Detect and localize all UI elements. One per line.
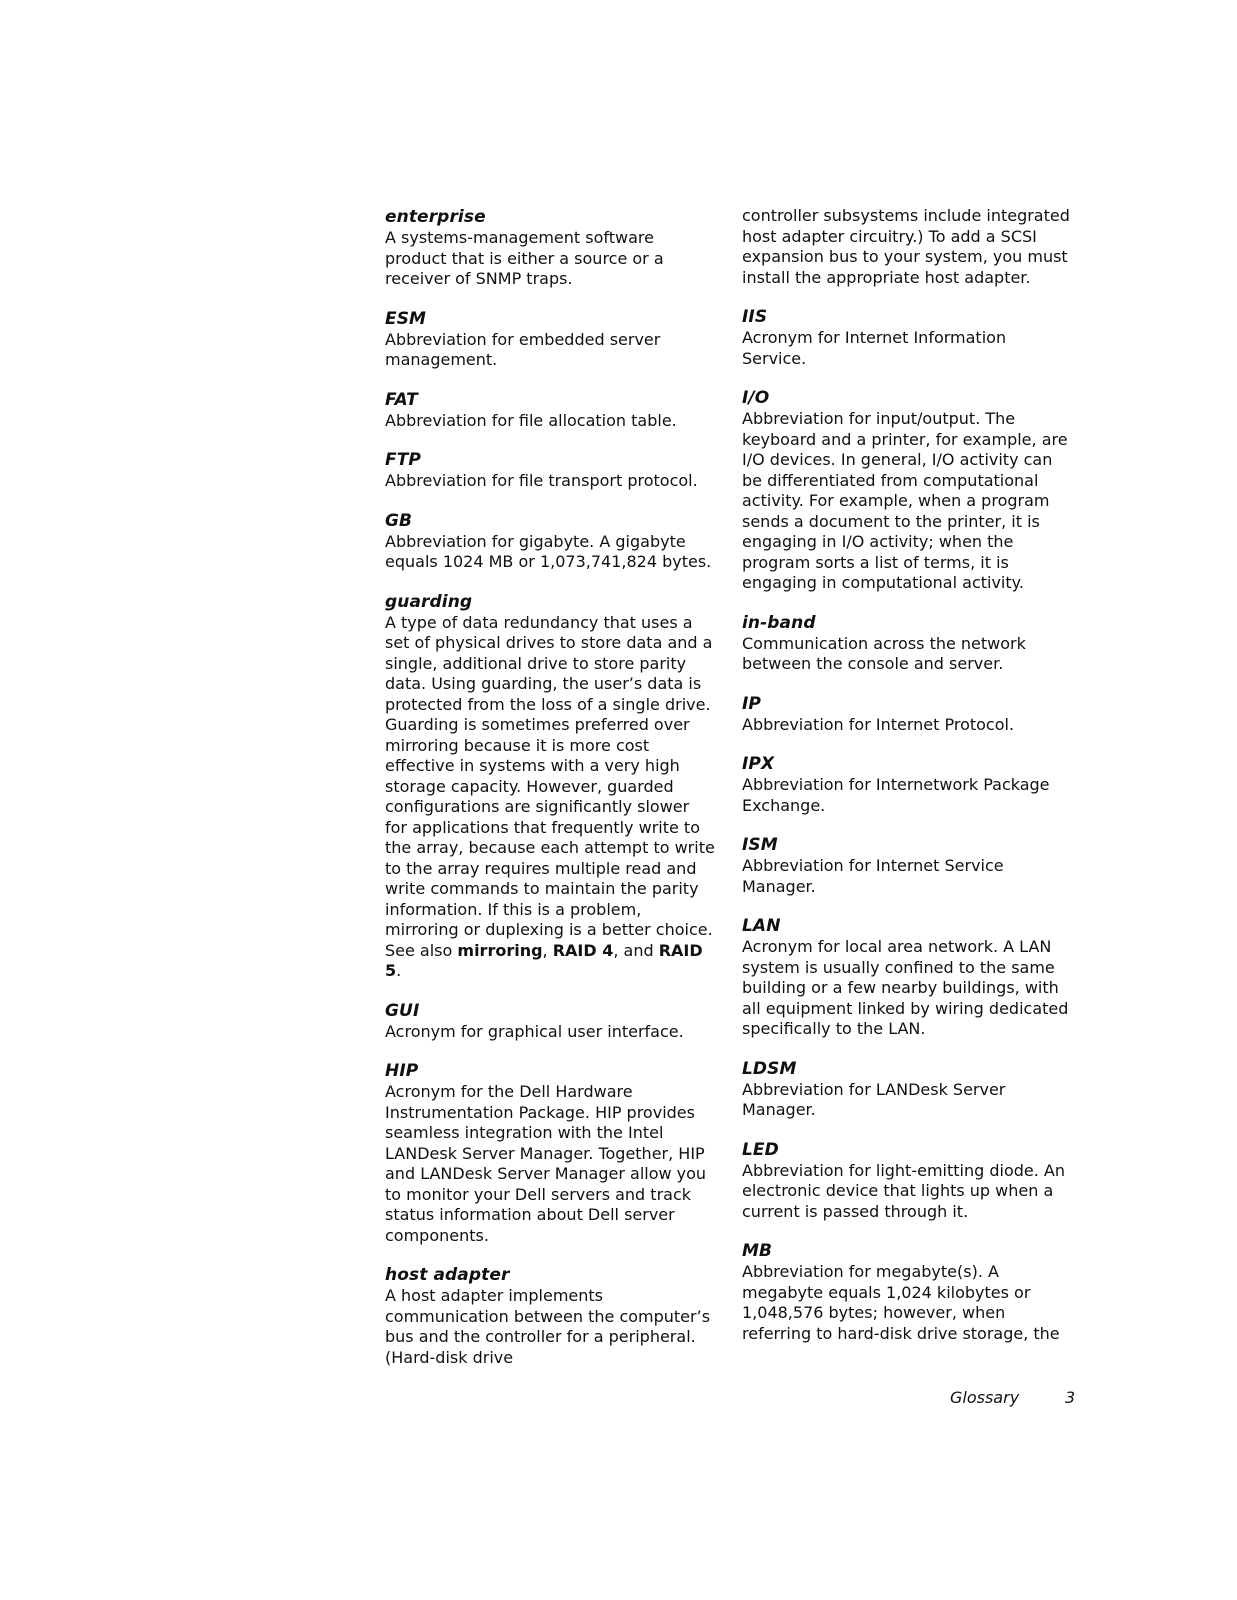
glossary-term: LED [742,1139,779,1160]
separator-text: . [396,961,402,980]
glossary-definition: Abbreviation for light-emitting diode. An electronic device that lights up when a current is passed through it. [742,1160,1065,1221]
glossary-term: IIS [742,307,768,327]
cross-reference-link: RAID 5 [385,940,703,980]
glossary-definition: Abbreviation for Internet Protocol. [742,714,1015,734]
glossary-term: FAT [385,389,418,410]
glossary-definition: A host adapter implements communication between the computer’s bus and the controller for a peripheral. (Hard-disk drive [385,1286,711,1367]
glossary-definition: Communication across the network between the console and server. [742,633,1026,673]
definition-text: A type of data redundancy that uses a set of physical drives to store data and a single, additional drive to store parity data. Using guarding, the user’s data is protected from the loss of a single drive. Guarding is sometimes preferred over mirroring because it is more cost effective in systems with a very high storage capacity. However, guarded configurations are significantly slower for applications that frequently write to the array, because each attempt to write to the array requires multiple read and write commands to maintain the parity information. If this is a problem, mirroring or duplexing is a better choice. See also [385,612,715,960]
glossary-term: GB [385,510,413,531]
page-number: 3 [1065,1388,1076,1407]
glossary-definition: Abbreviation for LANDesk Server Manager. [742,1079,1006,1119]
glossary-definition: A systems-management software product that is either a source or a receiver of SNMP traps. [385,228,664,288]
glossary-entry [385,1264,715,1368]
glossary-definition: Abbreviation for file allocation table. [385,410,677,430]
glossary-term: MB [742,1241,773,1261]
separator-text: , and [613,940,659,960]
glossary-definition [385,613,715,982]
glossary-term: host adapter [385,1265,510,1285]
glossary-definition: Acronym for graphical user interface. [385,1021,684,1041]
glossary-entry [385,308,715,371]
glossary-term: FTP [385,450,421,470]
glossary-entry [742,1240,1072,1344]
glossary-definition: Abbreviation for file transport protocol. [385,471,698,490]
glossary-left-column [385,206,715,1386]
glossary-entry [742,387,1072,594]
separator-text: , [542,940,553,960]
glossary-entry [742,1058,1072,1121]
glossary-entry [742,915,1072,1040]
glossary-entry [385,206,715,290]
glossary-entry [742,693,1072,736]
glossary-definition: Acronym for Internet Information Service. [742,328,1007,368]
glossary-definition: Abbreviation for input/output. The keyboard and a printer, for example, are I/O devices. In general, I/O activity can be differentiated from computational activity. For example, when a program sends a document to the printer, it is engaging in I/O activity; when the program sorts a list of terms, it is engaging in computational activity. [742,409,1068,592]
glossary-entry [385,1000,715,1043]
glossary-entry [742,612,1072,675]
glossary-term: enterprise [385,207,486,227]
glossary-term: HIP [385,1061,419,1081]
cross-reference-link: mirroring [457,940,543,960]
glossary-term: GUI [385,1000,420,1021]
glossary-term: LAN [742,916,781,936]
glossary-term: guarding [385,591,473,612]
glossary-term: IPX [742,754,775,774]
glossary-definition: Abbreviation for Internet Service Manager. [742,856,1004,896]
glossary-definition: Abbreviation for embedded server management. [385,329,661,369]
glossary-entry-guarding [385,591,715,982]
glossary-right-column [742,206,1072,1362]
glossary-definition-continuation: controller subsystems include integrated host adapter circuitry.) To add a SCSI expansion bus to your system, you must install the appropriate host adapter. [742,206,1070,287]
glossary-entry [385,449,715,492]
glossary-definition: Abbreviation for gigabyte. A gigabyte equals 1024 MB or 1,073,741,824 bytes. [385,531,712,571]
glossary-entry [742,1139,1072,1223]
glossary-entry [742,753,1072,816]
glossary-entry [385,1060,715,1246]
glossary-term: IP [742,693,761,714]
cross-reference-link: RAID 4 [552,940,614,960]
glossary-term: LDSM [742,1058,797,1079]
glossary-term: I/O [742,388,770,408]
glossary-definition: Acronym for local area network. A LAN system is usually confined to the same building or a few nearby buildings, with all equipment linked by wiring dedicated specifically to the LAN. [742,937,1069,1038]
glossary-entry [385,510,715,573]
glossary-term: in-band [742,612,816,633]
glossary-definition: Abbreviation for megabyte(s). A megabyte equals 1,024 kilobytes or 1,048,576 bytes; however, when referring to hard-disk drive storage, the [742,1262,1060,1343]
glossary-definition: Acronym for the Dell Hardware Instrumentation Package. HIP provides seamless integration with the Intel LANDesk Server Manager. Together, HIP and LANDesk Server Manager allow you to monitor your Dell servers and track status information about Dell server components. [385,1082,707,1245]
glossary-term: ISM [742,835,778,855]
glossary-term: ESM [385,308,427,329]
glossary-entry [385,389,715,432]
glossary-entry [742,306,1072,369]
footer-section-title: Glossary [950,1388,1020,1407]
glossary-definition: Abbreviation for Internetwork Package Exchange. [742,775,1050,815]
glossary-entry [742,834,1072,897]
